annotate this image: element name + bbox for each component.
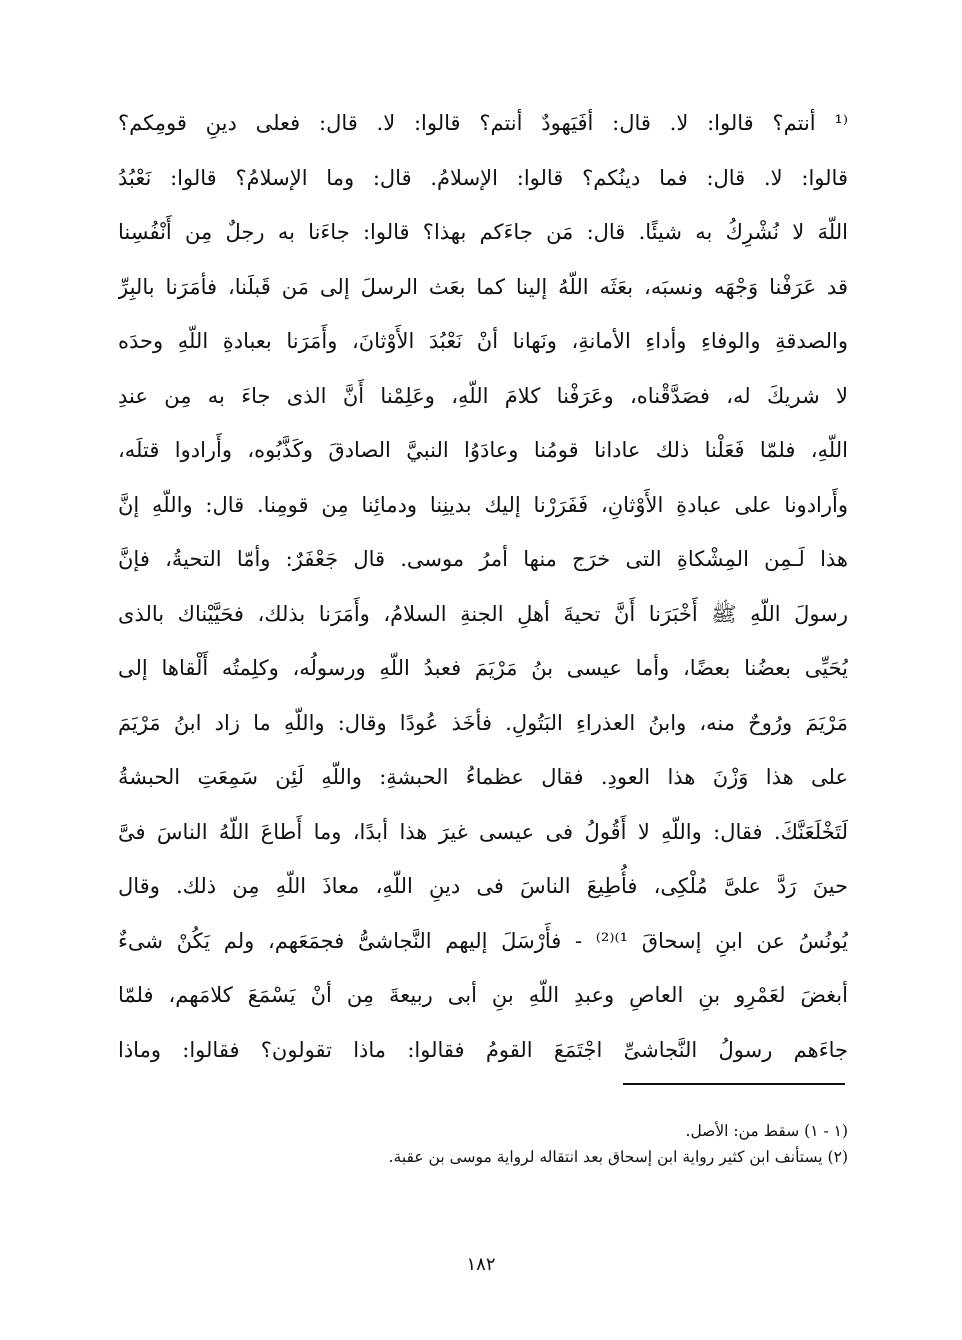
text-line: قد عَرَفْنا وَجْهَه ونسبَه، بعَثَه اللّهُ إلينا كما بعَث الرسلَ إلى مَن قَبلَنا، فأمَرَنا بالبِرِّ: [118, 274, 848, 299]
footnote: (٢) يستأنف ابن كثير رواية ابن إسحاق بعد انتقاله لرواية موسى بن عقبة.: [388, 1148, 848, 1166]
text-line: أبغضَ لعَمْرِو بنِ العاصِ وعبدِ اللّهِ بنِ أبى ربيعةَ مِن أنْ يَسْمَعَ كلامَهم، فلمّا: [118, 983, 848, 1007]
main-text-block: [118, 96, 848, 1077]
text-line: يُحَيِّى بعضُنا بعضًا، وأما عيسى بنُ مَرْيَمَ فعبدُ اللّهِ ورسولُه، وكلِمتُه أَلْقاها إلى: [118, 656, 848, 680]
page-number: ١٨٢: [466, 1254, 496, 1275]
footnotes: [300, 1118, 848, 1170]
footnote-separator: [623, 1083, 845, 1085]
text-line: لَتَخْلَعَنَّكَ. فقال: واللّهِ لا أَقُولُ فى عيسى غيرَ هذا أبدًا، وما أَطاعَ اللّهُ الناسَ فىَّ: [118, 819, 848, 844]
text-line: مَرْيَمَ ورُوحٌ منه، وابنُ العذراءِ البَتُولِ. فأخَذ عُودًا وقال: واللّهِ ما زاد ابنُ مَرْيَمَ: [118, 710, 848, 735]
text-line: اللّهِ، فلمّا فَعَلْنا ذلك عادانا قومُنا وعادَوُا النبيَّ الصادقَ وكَذَّبُوه، وأَرادوا قتلَه،: [118, 438, 848, 462]
text-line: يُونُسُ عن ابنِ إسحاقَ ¹⁾⁽²⁾ - فأَرْسَلَ إليهم النَّجاشىُّ فجمَعَهم، ولم يَكُنْ شىءٌ: [118, 928, 848, 953]
text-line: وأَرادونا على عبادةِ الأَوْثانِ، فَفَرَرْنا إليك بدينِنا ودمائِنا مِن قومِنا. قال: واللّهِ إنَّ: [118, 492, 848, 517]
text-line: والصدقةِ والوفاءِ وأداءِ الأمانةِ، ونَهانا أنْ نَعْبُدَ الأَوْثانَ، وأَمَرَنا بعبادةِ اللّهِ وحدَه: [118, 329, 848, 353]
text-line: جاءَهم رسولُ النَّجاشىِّ اجْتَمَعَ القومُ فقالوا: ماذا تقولون؟ فقالوا: وماذا: [118, 1037, 848, 1062]
footnote: (١ - ١) سقط من: الأصل.: [685, 1122, 848, 1140]
text-line: لا شريكَ له، فصَدَّقْناه، وعَرَفْنا كلامَ اللّهِ، وعَلِمْنا أَنَّ الذى جاءَ به مِن عندِ: [118, 383, 848, 408]
text-line: حينَ رَدَّ علىَّ مُلْكِى، فأُطِيعَ الناسَ فى دينِ اللّهِ، معاذَ اللّهِ مِن ذلك. وقال: [118, 874, 848, 898]
text-line: هذا لَـمِن المِشْكاةِ التى خرَج منها أمرُ موسى. قال جَعْفَرٌ: وأمّا التحيةُ، فإنَّ: [118, 547, 848, 571]
text-line: اللّهَ لا نُشْرِكُ به شيئًا. قال: مَن جاءَكم بهذا؟ قالوا: جاءَنا به رجلٌ مِن أَنْفُسِنا: [118, 220, 848, 244]
text-line: على هذا وَزْنَ هذا العودِ. فقال عظماءُ الحبشةِ: واللّهِ لَئِن سَمِعَتِ الحبشةُ: [118, 765, 848, 789]
text-line: قالوا: لا. قال: فما دينُكم؟ قالوا: الإسلامُ. قال: وما الإسلامُ؟ قالوا: نَعْبُدُ: [118, 165, 848, 190]
text-line: رسولَ اللّهِ ﷺ أَخْبَرَنا أَنَّ تحيةَ أهلِ الجنةِ السلامُ، وأَمَرَنا بذلك، فحَيَّيْناك بالذى: [118, 601, 848, 626]
text-line: ⁽¹ أنتم؟ قالوا: لا. قال: أفَيَهودٌ أنتم؟ قالوا: لا. قال: فعلى دينِ قومِكم؟: [118, 111, 848, 135]
